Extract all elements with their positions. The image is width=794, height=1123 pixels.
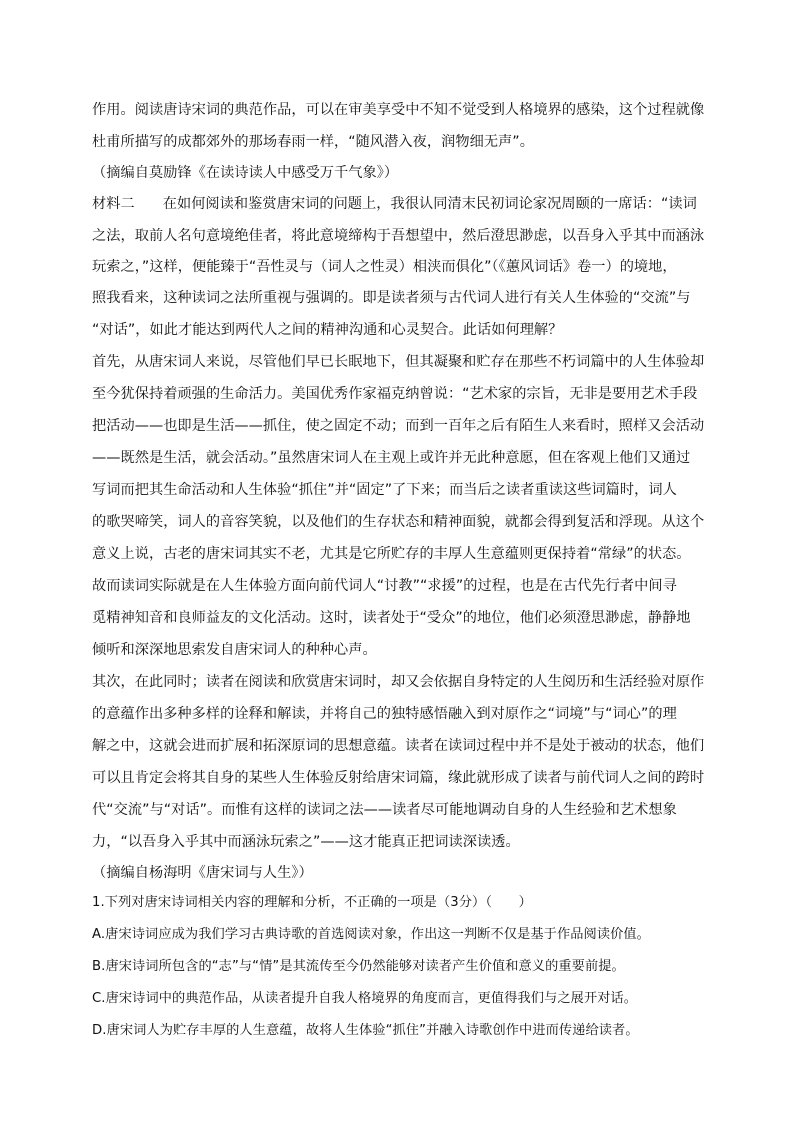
paragraph-line-8: “对话”，如此才能达到两代人之间的精神沟通和心灵契合。此话如何理解？ xyxy=(92,322,563,338)
paragraph-line-23: 代“交流”与“对话”。而惟有这样的读词之法——读者尽可能地调动自身的人生经验和艺术想象 xyxy=(92,802,677,818)
paragraph-line-10: 至今犹保持着顽强的生命活力。美国优秀作家福克纳曾说：“艺术家的宗旨，无非是要用艺术手段 xyxy=(92,386,698,402)
option-d: D.唐宋词人为贮存丰厚的人生意蕴，故将人生体验“抓住”并融入诗歌创作中进而传递给读者。 xyxy=(92,1023,639,1038)
paragraph-line-20: 的意蕴作出多种多样的诠释和解读，并将自己的独特感悟融入到对原作之“词境”与“词心”的理 xyxy=(92,706,677,722)
paragraph-line-7: 照我看来，这种读词之法所重视与强调的。即是读者须与古代词人进行有关人生体验的“交流”与 xyxy=(92,290,691,306)
paragraph-line-15: 意义上说，古老的唐宋词其实不老，尤其是它所贮存的丰厚人生意蕴则更保持着“常绿”的状态。 xyxy=(92,546,691,562)
option-c: C.唐宋诗词中的典范作品，从读者提升自我人格境界的角度而言，更值得我们与之展开对话。 xyxy=(92,991,638,1006)
paragraph-line-18: 倾听和深深地思索发自唐宋词人的种种心声。 xyxy=(92,642,377,658)
paragraph-line-2: 杜甫所描写的成都郊外的那场春雨一样，“随风潜入夜，润物细无声”。 xyxy=(92,134,534,150)
paragraph-line-13: 写词而把其生命活动和人生体验“抓住”并“固定”了下来；而当后之读者重读这些词篇时，词人 xyxy=(92,482,677,498)
question-stem: 1.下列对唐宋诗词相关内容的理解和分析，不正确的一项是（3分）（ ） xyxy=(92,895,532,910)
paragraph-line-9: 首先，从唐宋词人来说，尽管他们早已长眠地下，但其凝聚和贮存在那些不朽词篇中的人生体验却 xyxy=(92,354,705,370)
paragraph-line-6: 玩索之，”这样，便能臻于“吾性灵与（词人之性灵）相浃而俱化”（《蕙风词话》卷一）的境地， xyxy=(92,259,677,275)
source-citation-1: （摘编自莫励锋《在读诗读人中感受万千气象》） xyxy=(92,165,399,181)
paragraph-line-14: 的歌哭啼笑，词人的音容笑貌，以及他们的生存状态和精神面貌，就都会得到复活和浮现。从这个 xyxy=(92,514,705,530)
paragraph-line-11: 把活动——也即是生活——抓住，使之固定不动；而到一百年之后有陌生人来看时，照样又会活动 xyxy=(92,418,705,434)
paragraph-line-16: 故而读词实际就是在人生体验方面向前代词人“讨教”“求援”的过程，也是在古代先行者中间寻 xyxy=(92,578,677,594)
paragraph-line-12: ——既然是生活，就会活动。”虽然唐宋词人在主观上或许并无此种意愿，但在客观上他们又通过 xyxy=(92,450,691,466)
paragraph-line-1: 作用。阅读唐诗宋词的典范作品，可以在审美享受中不知不觉受到人格境界的感染，这个过程就像 xyxy=(92,102,705,118)
paragraph-line-5: 之法，取前人名句意境绝佳者，将此意境缔构于吾想望中，然后澄思渺虑，以吾身入乎其中而涵泳 xyxy=(92,228,705,244)
paragraph-line-19: 其次，在此同时；读者在阅读和欣赏唐宋词时，却又会依据自身特定的人生阅历和生活经验对原作 xyxy=(92,674,705,690)
paragraph-line-24: 力，“以吾身入乎其中而涵泳玩索之”——这才能真正把词读深读透。 xyxy=(92,834,520,850)
source-citation-2: （摘编自杨海明《唐宋词与人生》） xyxy=(92,865,313,881)
paragraph-line-21: 解之中，这就会进而扩展和拓深原词的思想意蕴。读者在读词过程中并不是处于被动的状态，他们 xyxy=(92,738,705,754)
option-a: A.唐宋诗词应成为我们学习古典诗歌的首选阅读对象，作出这一判断不仅是基于作品阅读价值。 xyxy=(92,927,650,942)
material-two-first-line xyxy=(92,194,697,214)
material-label: 材料二 xyxy=(92,196,135,212)
paragraph-line-17: 觅精神知音和良师益友的文化活动。这时，读者处于“受众”的地位，他们必须澄思渺虑，静静地 xyxy=(92,610,691,626)
paragraph-line-4: 在如何阅读和鉴赏唐宋词的问题上，我很认同清末民初词论家况周颐的一席话：“读词 xyxy=(162,196,697,212)
paragraph-line-22: 可以且肯定会将其自身的某些人生体验反射给唐宋词篇，缘此就形成了读者与前代词人之间的跨时 xyxy=(92,770,705,786)
option-b: B.唐宋诗词所包含的“志”与“情”是其流传至今仍然能够对读者产生价值和意义的重要前提。 xyxy=(92,959,625,974)
